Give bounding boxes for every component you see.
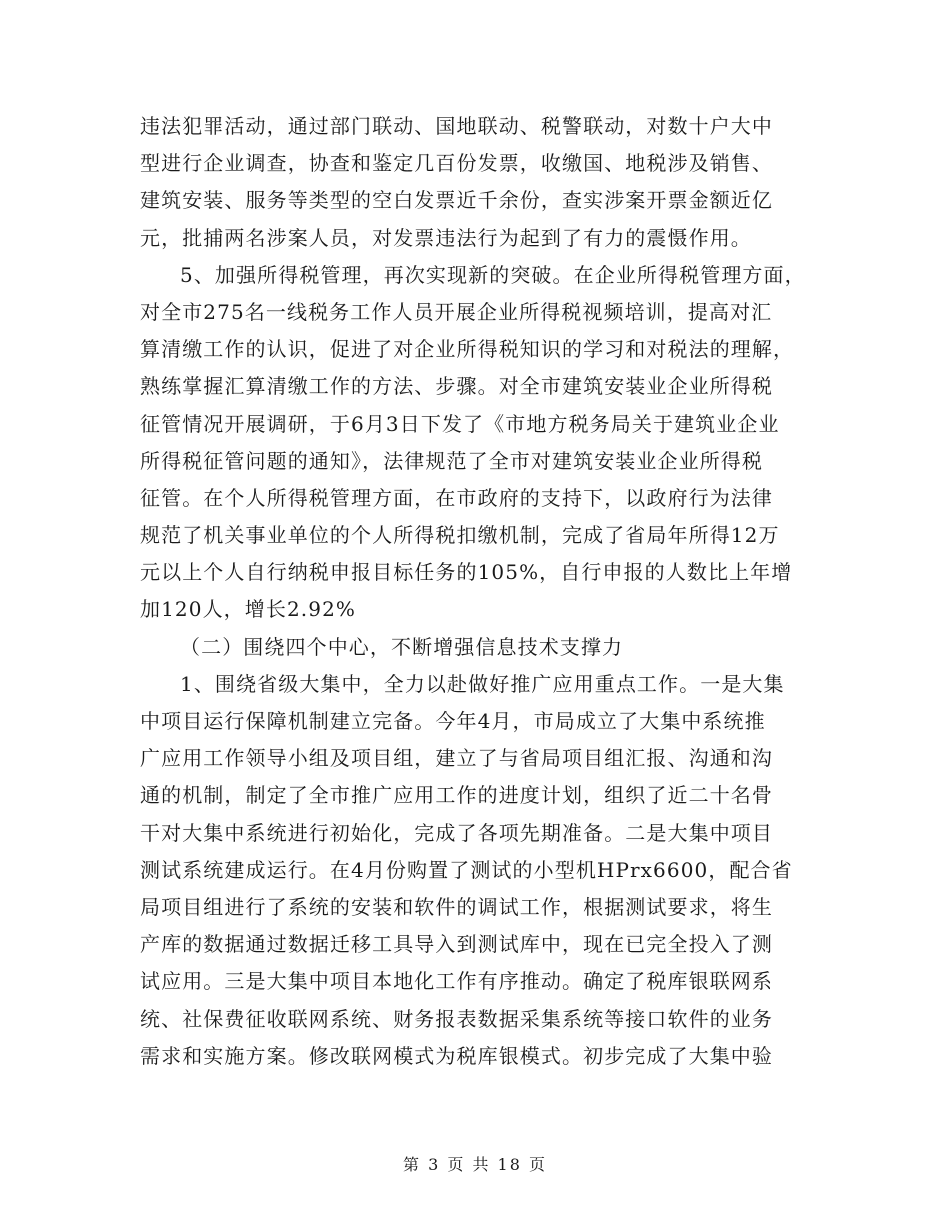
text-line: 通的机制，制定了全市推广应用工作的进度计划，组织了近二十名骨 [140, 783, 773, 808]
text-line: 局项目组进行了系统的安装和软件的调试工作，根据测试要求，将生 [140, 894, 773, 919]
text-line: 对全市275名一线税务工作人员开展企业所得税视频培训，提高对汇 [140, 299, 773, 324]
text-line: （二）围绕四个中心，不断增强信息技术支撑力 [180, 634, 624, 659]
text-line: 元，批捕两名涉案人员，对发票违法行为起到了有力的震慑作用。 [140, 225, 752, 250]
text-line: 试应用。三是大集中项目本地化工作有序推动。确定了税库银联网系 [140, 969, 773, 994]
text-line: 征管情况开展调研，于6月3日下发了《市地方税务局关于建筑业企业 [140, 411, 780, 436]
text-line: 测试系统建成运行。在4月份购置了测试的小型机HPrx6600，配合省 [140, 857, 793, 882]
text-line: 统、社保费征收联网系统、财务报表数据采集系统等接口软件的业务 [140, 1006, 773, 1031]
text-line: 中项目运行保障机制建立完备。今年4月，市局成立了大集中系统推 [140, 709, 766, 733]
text-line: 算清缴工作的认识，促进了对企业所得税知识的学习和对税法的理解， [140, 337, 795, 362]
text-line: 熟练掌握汇算清缴工作的方法、步骤。对全市建筑安装业企业所得税 [140, 374, 773, 399]
text-line: 型进行企业调查，协查和鉴定几百份发票，收缴国、地税涉及销售、 [140, 151, 773, 176]
text-line: 加120人，增长2.92% [140, 597, 357, 622]
text-line: 规范了机关事业单位的个人所得税扣缴机制，完成了省局年所得12万 [140, 523, 780, 548]
text-line: 广应用工作领导小组及项目组，建立了与省局项目组汇报、沟通和沟 [140, 746, 773, 771]
text-line: 违法犯罪活动，通过部门联动、国地联动、税警联动，对数十户大中 [140, 114, 773, 138]
text-line: 建筑安装、服务等类型的空白发票近千余份，查实涉案开票金额近亿 [140, 188, 773, 213]
text-line: 产库的数据通过数据迁移工具导入到测试库中，现在已完全投入了测 [140, 932, 773, 957]
text-line: 征管。在个人所得税管理方面，在市政府的支持下，以政府行为法律 [140, 485, 773, 510]
text-line: 5、加强所得税管理，再次实现新的突破。在企业所得税管理方面， [180, 262, 806, 287]
document-body [140, 108, 830, 1075]
text-line: 需求和实施方案。修改联网模式为税库银模式。初步完成了大集中验 [140, 1043, 773, 1068]
page-footer: 第 3 页 共 18 页 [403, 1155, 547, 1174]
text-line: 所得税征管问题的通知》，法律规范了全市对建筑安装业企业所得税 [140, 448, 763, 473]
text-line: 1、围绕省级大集中，全力以赴做好推广应用重点工作。一是大集 [180, 671, 785, 696]
text-line: 元以上个人自行纳税申报目标任务的105%，自行申报的人数比上年增 [140, 560, 793, 585]
text-line: 干对大集中系统进行初始化，完成了各项先期准备。二是大集中项目 [140, 820, 773, 845]
